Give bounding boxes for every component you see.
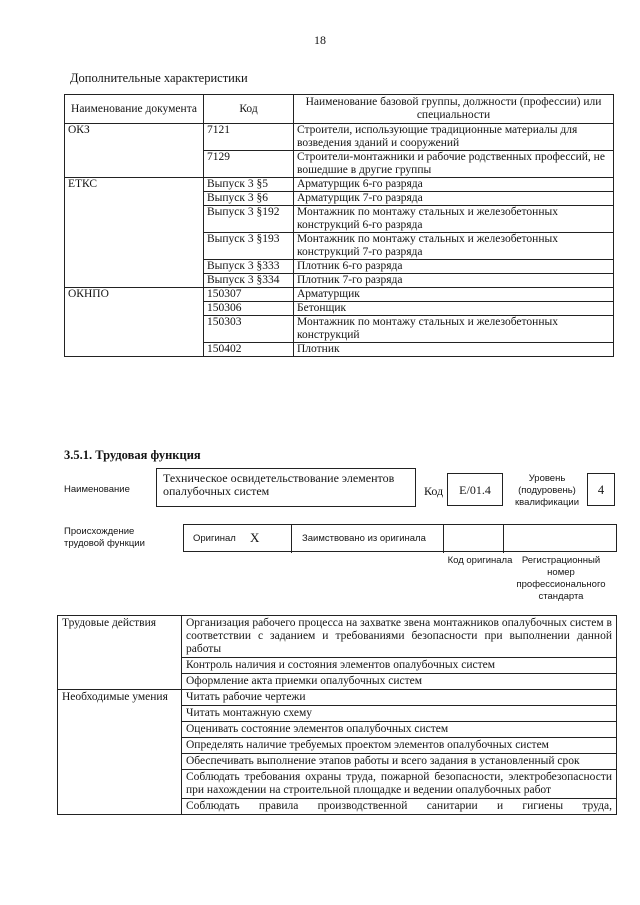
group-name-cell: Плотник 6-го разряда [294,260,614,274]
table-row [65,178,614,192]
code-cell: Выпуск 3 §333 [204,260,294,274]
qualification-level-label: Уровень (подуровень) квалификации [514,473,580,508]
original-mark: X [250,530,260,545]
document-cell: ЕТКС [65,178,204,288]
function-name-value: Техническое освидетельствование элементов опалубочных систем [156,468,416,507]
duty-item: Соблюдать требования охраны труда, пожарной безопасности, электробезопасности при нахождении на строительной площадке и ведении опалубочных работ [182,770,617,799]
group-name-cell: Арматурщик [294,288,614,302]
function-name-label: Наименование [64,484,130,495]
additional-characteristics-title: Дополнительные характеристики [70,71,248,85]
duty-item: Определять наличие требуемых проектом элементов опалубочных систем [182,738,617,754]
reg-number-caption: Регистрационный номер профессионального стандарта [516,555,606,602]
labor-actions-table [57,615,617,815]
group-name-cell: Плотник 7-го разряда [294,274,614,288]
code-cell: Выпуск 3 §334 [204,274,294,288]
duty-item: Организация рабочего процесса на захватке звена монтажников опалубочных систем в соответствии с заданием и требованиями безопасности при выполнении данной работы [182,616,617,658]
additional-characteristics-table [64,94,614,357]
function-code-label: Код [424,484,444,498]
code-cell: Выпуск 3 §5 [204,178,294,192]
group-name-cell: Бетонщик [294,302,614,316]
group-name-cell: Монтажник по монтажу стальных и железобетонных конструкций 7-го разряда [294,233,614,260]
origin-reg-number-cell [504,525,618,553]
header-code: Код [204,95,294,124]
document-cell: ОКНПО [65,288,204,357]
duty-item: Обеспечивать выполнение этапов работы и всего задания в установленный срок [182,754,617,770]
duty-item: Оценивать состояние элементов опалубочных систем [182,722,617,738]
document-cell: ОКЗ [65,124,204,178]
duty-item: Контроль наличия и состояния элементов опалубочных систем [182,658,617,674]
origin-label-text: Происхождение трудовой функции [64,526,145,549]
code-cell: 7121 [204,124,294,151]
code-cell: 150306 [204,302,294,316]
table-row [58,690,617,706]
borrowed-label: Заимствовано из оригинала [302,533,426,544]
group-name-cell: Арматурщик 6-го разряда [294,178,614,192]
group-name-cell: Плотник [294,343,614,357]
duty-item: Читать рабочие чертежи [182,690,617,706]
duty-item: Читать монтажную схему [182,706,617,722]
code-cell: Выпуск 3 §192 [204,206,294,233]
table-row [65,124,614,151]
group-name-cell: Монтажник по монтажу стальных и железобетонных конструкций [294,316,614,343]
table-row [65,288,614,302]
duty-group-label: Трудовые действия [58,616,182,690]
origin-borrowed-cell [292,525,444,553]
code-cell: Выпуск 3 §6 [204,192,294,206]
page-number: 18 [314,33,326,47]
duty-group-label: Необходимые умения [58,690,182,815]
code-original-caption: Код оригинала [447,555,513,566]
code-cell: 150402 [204,343,294,357]
duty-item: Соблюдать правила производственной санитарии и гигиены труда, [182,799,617,815]
header-group-name: Наименование базовой группы, должности (профессии) или специальности [294,95,614,124]
origin-label [64,526,156,550]
code-cell: 150303 [204,316,294,343]
code-cell: Выпуск 3 §193 [204,233,294,260]
original-label: Оригинал [193,533,236,544]
table-row [58,616,617,658]
group-name-cell: Монтажник по монтажу стальных и железобетонных конструкций 6-го разряда [294,206,614,233]
function-code-value: E/01.4 [447,473,503,506]
qualification-level-value: 4 [587,473,615,506]
code-cell: 150307 [204,288,294,302]
table-header-row [65,95,614,124]
code-cell: 7129 [204,151,294,178]
group-name-cell: Строители-монтажники и рабочие родственных профессий, не вошедшие в другие группы [294,151,614,178]
duty-item: Оформление акта приемки опалубочных систем [182,674,617,690]
origin-code-cell [444,525,504,553]
origin-original-cell [184,525,292,553]
header-document: Наименование документа [65,95,204,124]
origin-table [183,524,617,552]
group-name-cell: Арматурщик 7-го разряда [294,192,614,206]
section-heading: 3.5.1. Трудовая функция [64,448,201,462]
group-name-cell: Строители, использующие традиционные материалы для возведения зданий и сооружений [294,124,614,151]
